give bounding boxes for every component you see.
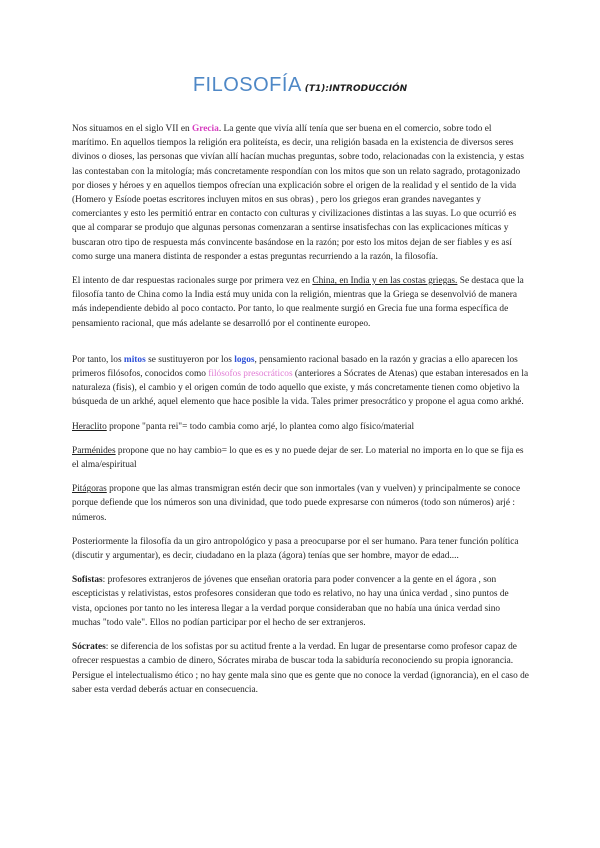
text-run: : se diferencia de los sofistas por su actitud frente a la verdad. En lugar de presentarse como profesor capaz de ofrecer respuestas a cambio de dinero, Sócrates miraba de buscar toda la sabiduría reconociendo su propia ignorancia. Persigue el intelectualismo ético ; no hay gente mala sino que es gente que no conoce la verdad (ignorancia), en el caso de saber esta verdad deberás actuar en consecuencia. xyxy=(72,642,529,695)
text-run: . La gente que vivía allí tenía que ser buena en el comercio, sobre todo el marítimo. En aquellos tiempos la religión era politeísta, es decir, una religión basada en la existencia de diversos seres divinos o dioses, las personas que vivían allí hacían muchas preguntas, sobre todo, relacionadas con la existencia, y estas las contestaban con la mitología; más concretamente respondían con los mitos que son un relato sagrado, protagonizado por dioses y héroes y en aquellos tiempos ofrecían una explicación sobre el origen de la realidad y el sentido de la vida (Homero y Esíode poetas escritores incluyen mitos en sus obras) , pero los griegos eran grandes navegantes y comerciantes y esto les permitió entrar en contacto con culturas y civilizaciones distintas a las suyas. Lo que ocurrió es que al comparar se produjo que algunas personas comenzaran a sentirse insatisfechas con las explicaciones míticas y buscaran otro tipo de respuesta más convincente basándose en la razón; por esto los mitos dejan de ser fiables y es así como surge una manera distinta de responder a estas preguntas recurriendo a la razón, la filosofía. xyxy=(72,124,525,262)
highlight-logos: logos xyxy=(234,354,255,365)
document-body xyxy=(72,122,530,707)
text-run: , pensamiento racional basado en la razón y gracias a ello aparecen los primeros filósofos, conocidos como xyxy=(72,354,518,380)
highlight-mitos: mitos xyxy=(123,354,146,365)
paragraph-socrates xyxy=(72,640,530,697)
text-run: Por tanto, los xyxy=(72,354,124,365)
paragraph-presocraticos xyxy=(72,353,530,410)
paragraph-pitagoras xyxy=(72,482,530,525)
text-run: Nos situamos en el siglo VII en xyxy=(72,124,192,134)
text-run: propone que las almas transmigran estén decir que son inmortales (van y vuelven) y principalmente se conoce porque defiende que los números son una divinidad, que todo puede expresarse con números (todo son números) arjé : números. xyxy=(72,484,521,523)
text-run: : profesores extranjeros de jóvenes que enseñan oratoria para poder convencer a la gente en el ágora , son escepticistas y relativistas, estos profesores consideran que todo es relativo, no hay una única verdad , sino puntos de vista, opciones por tanto no les interesa llegar a la verdad porque consideraban que no había una única verdad sino muchas "todo vale". Ellos no podían participar por el hecho de ser extranjeros. xyxy=(72,575,509,628)
paragraph-giro-antropologico: Posteriormente la filosofía da un giro antropológico y pasa a preocuparse por el ser humano. Para tener función política (discutir y argumentar), es decir, ciudadano en la plaza (ágora) tenías que ser hombre, mayor de edad.... xyxy=(72,536,519,562)
underlined-places: China, en India y en las costas griegas. xyxy=(312,276,458,287)
text-run: se sustituyeron por los xyxy=(145,354,235,365)
paragraph-origins xyxy=(72,274,530,331)
text-run: (anteriores a Sócrates de Atenas) que estaban interesados en la naturaleza (fisis), el cambio y el origen común de todo aquello que existe, y más concretamente tienen como objetivo la búsqueda de un arkhé, aquel elemento que hace posible la vida. Tales primer presocrático y propone el agua como arkhé. xyxy=(72,369,529,408)
text-run: propone "panta rei"= todo cambia como arjé, lo plantea como algo físico/material xyxy=(106,421,415,432)
highlight-presocraticos: filósofos presocráticos xyxy=(208,369,293,380)
text-run: propone que no hay cambio= lo que es es y no puede dejar de ser. Lo material no importa en lo que se fija es el alma/espiritual xyxy=(72,445,524,471)
name-sofistas: Sofistas xyxy=(72,575,103,586)
paragraph-sofistas xyxy=(72,573,530,630)
highlight-grecia: Grecia xyxy=(192,124,219,134)
name-heraclito: Heraclito xyxy=(72,421,107,432)
paragraph-heraclito xyxy=(72,420,530,434)
text-run: Se destaca que la filosofía tanto de China como la India está muy unida con la religión, mientras que la Griega se desenvolvió de manera más independiente debido al poco contacto. Por tanto, lo que realmente surgió en Grecia fue una forma específica de pensamiento racional, que más adelante se desarrolló por el continente europeo. xyxy=(72,276,524,329)
paragraph-parmenides xyxy=(72,444,530,472)
document-title xyxy=(0,74,600,97)
name-socrates: Sócrates xyxy=(72,642,106,653)
text-run: El intento de dar respuestas racionales surge por primera vez en xyxy=(72,276,313,287)
title-subtitle: (T1):INTRODUCCIÓN xyxy=(304,84,408,94)
name-pitagoras: Pitágoras xyxy=(72,484,107,495)
name-parmenides: Parménides xyxy=(72,445,116,456)
paragraph-intro xyxy=(72,122,530,264)
title-main: FILOSOFÍA xyxy=(192,74,302,96)
